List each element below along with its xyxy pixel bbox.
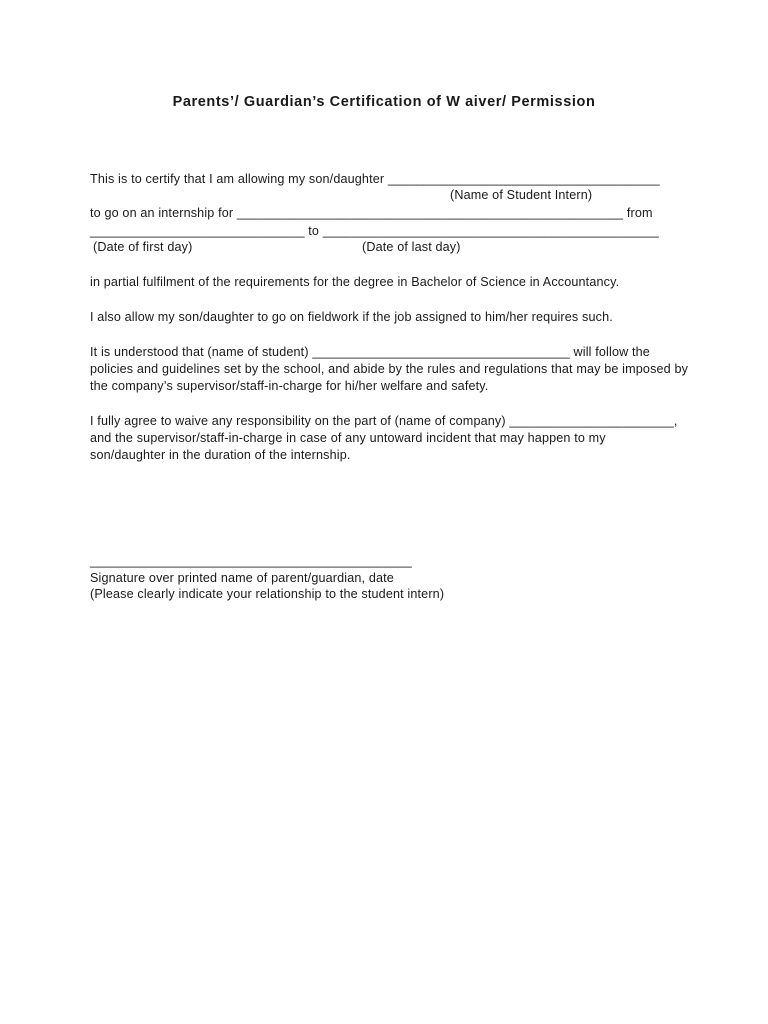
- document-title: Parents’/ Guardian’s Certification of W aiver/ Permission: [172, 94, 596, 110]
- waiver-line-2: and the supervisor/staff-in-charge in case of any untoward incident that may happen to my: [90, 431, 606, 445]
- understood-line-1: It is understood that (name of student) ____________________________________ will follow the: [90, 345, 650, 359]
- certify-line: This is to certify that I am allowing my son/daughter ______________________________________: [90, 172, 660, 186]
- signature-caption: Signature over printed name of parent/guardian, date: [90, 571, 394, 585]
- date-range-line: ______________________________ to _______________________________________________: [90, 224, 659, 238]
- first-day-caption: (Date of first day): [93, 240, 193, 254]
- relationship-note: (Please clearly indicate your relationship to the student intern): [90, 587, 445, 601]
- understood-line-2: policies and guidelines set by the school, and abide by the rules and regulations that may be imposed by: [90, 362, 689, 376]
- internship-line: to go on an internship for ______________________________________________________ from: [90, 206, 653, 220]
- understood-line-3: the company’s supervisor/staff-in-charge for hi/her welfare and safety.: [90, 379, 489, 393]
- signature-line: _____________________________________________: [90, 554, 412, 568]
- waiver-line-3: son/daughter in the duration of the internship.: [90, 448, 351, 462]
- waiver-line-1: I fully agree to waive any responsibility on the part of (name of company) _______________________,: [90, 414, 678, 428]
- last-day-caption: (Date of last day): [362, 240, 461, 254]
- fulfilment-paragraph: in partial fulfilment of the requirements for the degree in Bachelor of Science in Accountancy.: [90, 275, 620, 289]
- fieldwork-paragraph: I also allow my son/daughter to go on fieldwork if the job assigned to him/her requires such.: [90, 310, 613, 324]
- student-name-caption: (Name of Student Intern): [450, 188, 593, 202]
